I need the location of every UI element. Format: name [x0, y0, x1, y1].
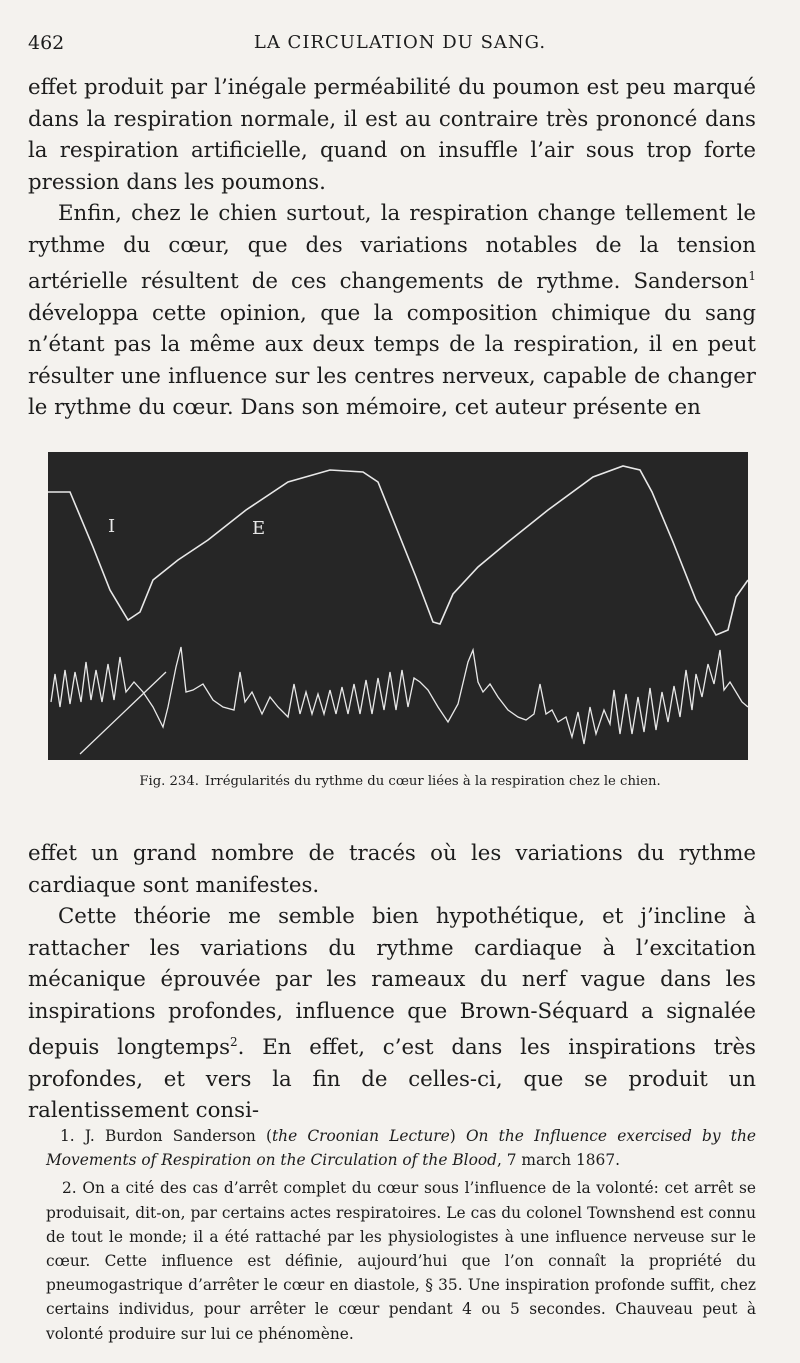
- label-expiration: E: [252, 518, 266, 539]
- paragraph: effet un grand nombre de tracés où les variations du rythme cardiaque sont manifestes.: [28, 841, 756, 898]
- footnote-text: 1. J. Burdon Sanderson (: [60, 1127, 272, 1145]
- footnote-2: 2. On a cité des cas d’arrêt complet du cœur sous l’influence de la volonté: cet arrêt se produisait, dit-on, par certains actes respiratoires. Le cas du colonel Townshend est connu de tout le monde; il a été rattaché par les physiologistes à une influence nerveuse sur le cœur. Cette influence est définie, aujourd’hui que l’on connaît la propriété du pneumogastrique d’arrêter le cœur en diastole, § 35. Une inspiration profonde suffit, chez certains individus, pour arrêter le cœur pendant 4 ou 5 secondes. Chauveau peut à volonté produire sur lui ce phénomène.: [46, 1179, 756, 1343]
- body-text-top: [28, 72, 756, 424]
- running-title: LA CIRCULATION DU SANG.: [253, 32, 547, 53]
- paragraph-text: Enfin, chez le chien surtout, la respiration change tellement le rythme du cœur, que des variations notables de la tension artérielle résultent de ces changements de rythme. Sanderson: [28, 201, 756, 295]
- cardiac-trace: [51, 647, 748, 744]
- paragraph: effet produit par l’inégale perméabilité du poumon est peu marqué dans la respiration normale, il est au contraire très prononcé dans la respiration artificielle, quand on insuffle l’air sous trop forte pression dans les poumons.: [28, 75, 756, 195]
- trace-plate: [48, 452, 748, 760]
- figure-caption: [50, 774, 750, 789]
- page-header: [28, 32, 772, 58]
- paragraph: [28, 198, 756, 424]
- footnote-lecture: the Croonian Lecture: [272, 1127, 450, 1145]
- respiration-trace: [48, 466, 748, 635]
- paragraph: [28, 901, 756, 1127]
- caption-text: Irrégularités du rythme du cœur liées à la respiration chez le chien.: [204, 774, 661, 789]
- paragraph-text: . En effet, c’est dans les inspirations très profondes, et vers la fin de celles-ci, que se produit un ralentissement consi-: [28, 1035, 756, 1124]
- footnotes: [46, 1124, 756, 1346]
- footnote-title: On the Influence exercised by the Movements of Respiration on the Circulation of the Blood: [46, 1127, 756, 1170]
- paragraph-text: Cette théorie me semble bien hypothétique, et j’incline à rattacher les variations du rythme cardiaque à l’excitation mécanique éprouvée par les rameaux du nerf vague dans les inspirations profondes, influence que Brown-Séquard a signalée depuis longtemps: [28, 904, 756, 1061]
- footnote-text: ): [449, 1127, 466, 1145]
- artifact-line: [80, 672, 166, 754]
- body-text-bottom: [28, 838, 756, 1127]
- footnote-ref: 1: [748, 269, 756, 283]
- footnote-ref: 2: [230, 1035, 238, 1049]
- figure-plate: [48, 452, 748, 760]
- paragraph-text: développa cette opinion, que la composition chimique du sang n’étant pas la même aux deux temps de la respiration, il en peut résulter une influence sur les centres nerveux, capable de changer le rythme du cœur. Dans son mémoire, cet auteur présente en: [28, 300, 756, 421]
- footnote-1: [46, 1124, 756, 1172]
- figure-number: Fig. 234.: [139, 774, 199, 789]
- footnote-text: , 7 march 1867.: [496, 1151, 621, 1170]
- page-number: 462: [28, 32, 65, 54]
- label-inspiration: I: [108, 516, 116, 537]
